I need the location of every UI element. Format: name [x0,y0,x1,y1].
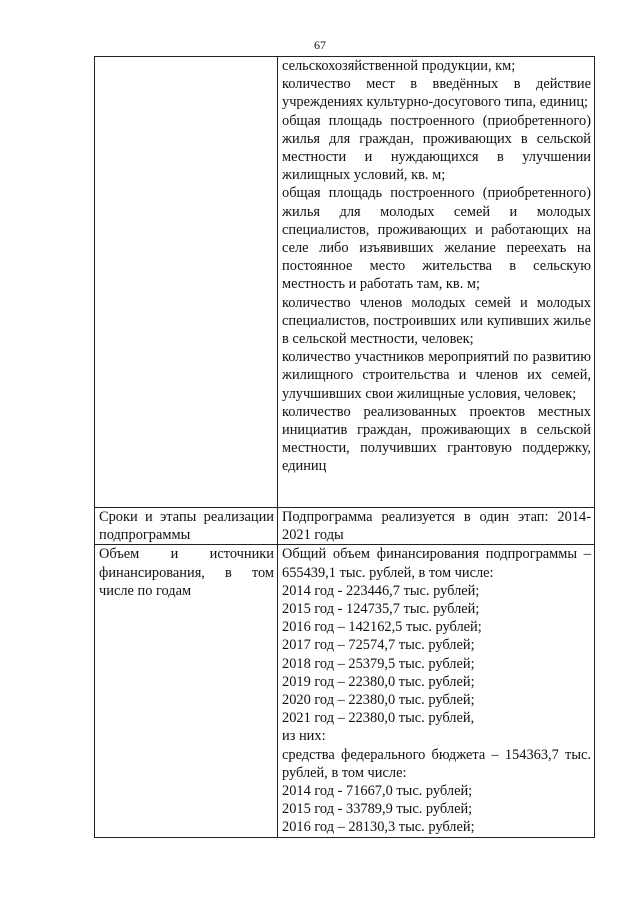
financing-year-line: 2014 год - 223446,7 тыс. рублей; [282,582,480,599]
financing-year-line: 2015 год - 33789,9 тыс. рублей; [282,801,473,818]
table-row-financing [95,545,595,837]
indicator-paragraph: количество реализованных проектов местных инициатив граждан, проживающих в сельской местности, получивших грантовую поддержку, единиц [282,403,591,475]
indicator-paragraph: сельскохозяйственной продукции, км; [282,58,516,74]
indicator-paragraph: количество мест в введённых в действие учреждениях культурно-досугового типа, единиц; [282,76,591,111]
financing-subheading: из них: [282,728,326,745]
financing-year-line: 2017 год – 72574,7 тыс. рублей; [282,637,475,654]
indicator-paragraph: количество участников мероприятий по развитию жилищного строительства и членов их семей, улучшивших свои жилищные условия, человек; [282,349,591,402]
table-row-terms [95,508,595,545]
row-value-cell [278,508,595,545]
indicator-paragraph: общая площадь построенного (приобретенного) жилья для молодых семей и молодых специалистов, проживающих и работающих на селе либо изъявивших желание переехать на постоянное место жительства в сельскую местность и работать там, кв. м; [282,185,591,293]
financing-year-line: 2019 год – 22380,0 тыс. рублей; [282,673,475,690]
row-label-cell [95,545,278,837]
row-label-cell [95,508,278,545]
terms-text: Подпрограмма реализуется в один этап: 2014-2021 годы [282,509,591,544]
passport-table [94,56,595,838]
financing-year-line: 2018 год – 25379,5 тыс. рублей; [282,655,475,672]
table-row-indicators [95,57,595,508]
page-number: 67 [314,38,326,52]
financing-year-line: 2016 год – 28130,3 тыс. рублей; [282,819,475,836]
financing-year-line: 2014 год - 71667,0 тыс. рублей; [282,783,473,800]
financing-paragraph: Общий объем финансирования подпрограммы – 655439,1 тыс. рублей, в том числе: [282,546,591,581]
financing-label: Объем и источники финансирования, в том числе по годам [99,546,274,599]
row-value-cell [278,545,595,837]
row-value-cell [278,57,595,508]
indicator-paragraph: общая площадь построенного (приобретенного) жилья для граждан, проживающих в сельской местности и нуждающихся в улучшении жилищных условий, кв. м; [282,112,591,184]
financing-year-line: 2021 год – 22380,0 тыс. рублей, [282,710,475,727]
financing-year-line: 2020 год – 22380,0 тыс. рублей; [282,692,475,709]
row-label-cell [95,57,278,508]
indicator-paragraph: количество членов молодых семей и молодых специалистов, построивших или купивших жилье в сельской местности, человек; [282,294,591,348]
financing-year-line: 2015 год - 124735,7 тыс. рублей; [282,601,480,618]
financing-paragraph: средства федерального бюджета – 154363,7 тыс. рублей, в том числе: [282,746,591,781]
terms-label: Сроки и этапы реализации подпрограммы [99,509,274,544]
financing-year-line: 2016 год – 142162,5 тыс. рублей; [282,619,482,636]
